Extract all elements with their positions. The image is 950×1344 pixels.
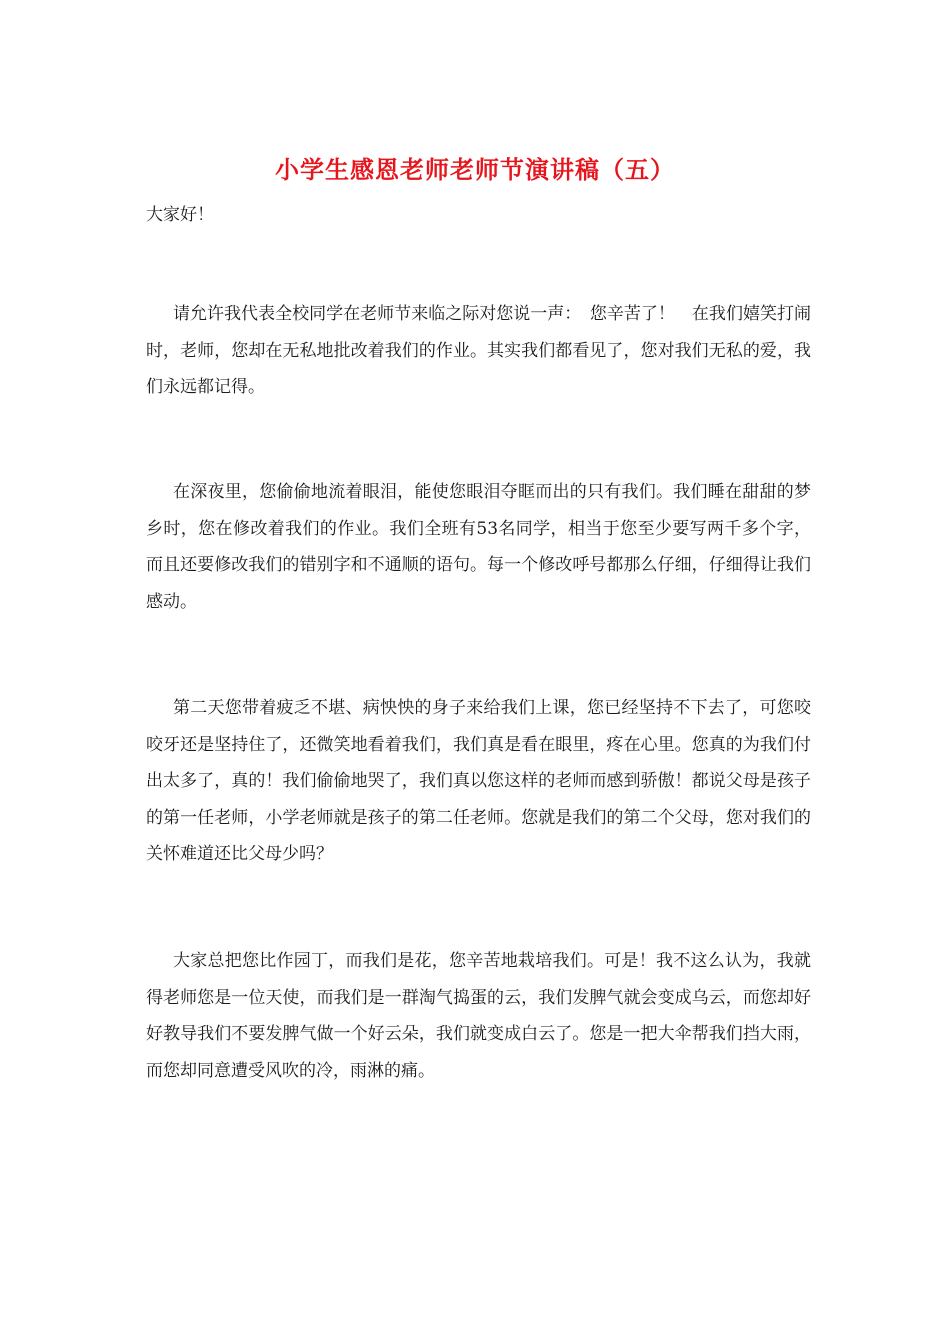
paragraph-2: 在深夜里，您偷偷地流着眼泪，能使您眼泪夺眶而出的只有我们。我们睡在甜甜的梦乡时，您在修改着我们的作业。我们全班有53名同学，相当于您至少要写两千多个字，而且还要修改我们的错别字和不通顺的语句。每一个修改呼号都那么仔细，仔细得让我们感动。 xyxy=(146,482,811,612)
paragraph-1: 请允许我代表全校同学在老师节来临之际对您说一声： 您辛苦了！ 在我们嬉笑打闹时，老师，您却在无私地批改着我们的作业。其实我们都看见了，您对我们无私的爱，我们永远都记得。 xyxy=(146,304,811,398)
document-title: 小学生感恩老师老师节演讲稿（五） xyxy=(275,155,675,184)
paragraph-3: 第二天您带着疲乏不堪、病怏怏的身子来给我们上课，您已经坚持不下去了，可您咬咬牙还是坚持住了，还微笑地看着我们，我们真是看在眼里，疼在心里。您真的为我们付出太多了，真的！我们偷偷地哭了，我们真以您这样的老师而感到骄傲！都说父母是孩子的第一任老师，小学老师就是孩子的第二任老师。您就是我们的第二个父母，您对我们的关怀难道还比父母少吗？ xyxy=(146,698,811,865)
greeting-text: 大家好！ xyxy=(146,205,214,225)
paragraph-4: 大家总把您比作园丁，而我们是花，您辛苦地栽培我们。可是！我不这么认为，我就得老师您是一位天使，而我们是一群淘气捣蛋的云，我们发脾气就会变成乌云，而您却好好教导我们不要发脾气做一个好云朵，我们就变成白云了。您是一把大伞帮我们挡大雨，而您却同意遭受风吹的冷，雨淋的痛。 xyxy=(146,951,811,1081)
